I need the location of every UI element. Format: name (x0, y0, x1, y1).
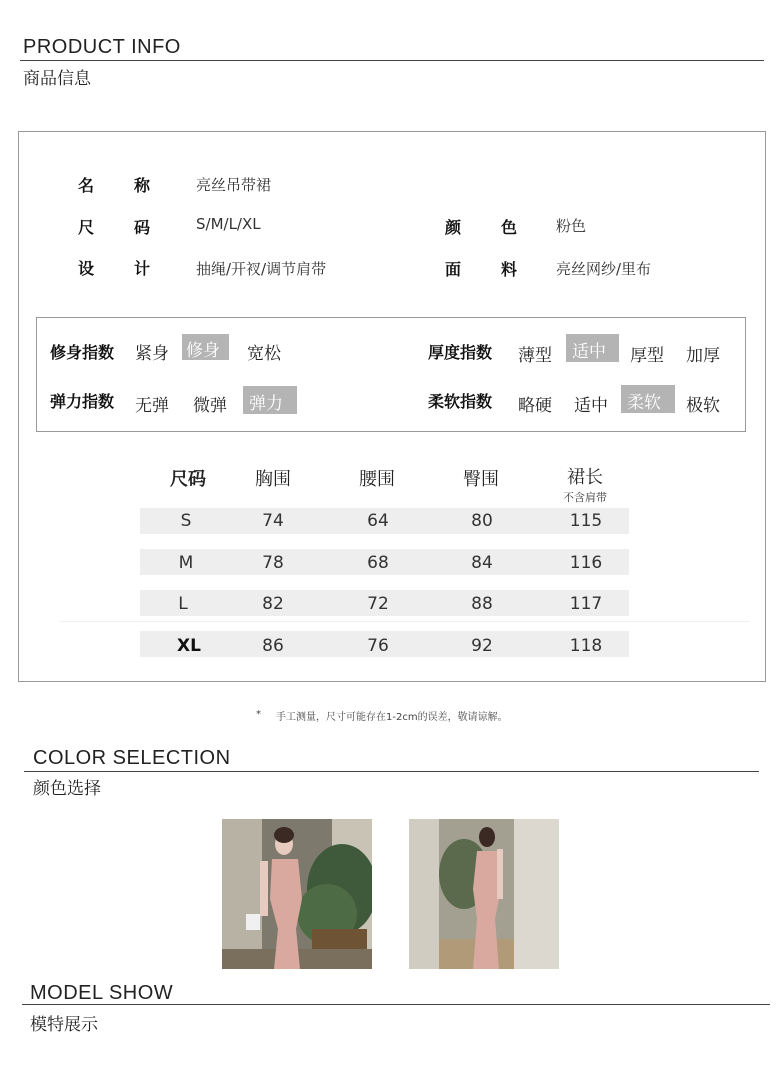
size-header-1: 胸围 (255, 469, 291, 490)
name-value: 亮丝吊带裙 (196, 176, 272, 194)
hip-cell: 92 (471, 636, 493, 656)
note-star: * (256, 709, 261, 720)
length-cell: 115 (569, 511, 603, 531)
length-cell: 116 (569, 553, 603, 573)
fit-option-0: 紧身 (135, 344, 169, 364)
measurement-note: 手工测量，尺寸可能存在1-2cm的误差，敬请谅解。 (276, 712, 508, 723)
chest-cell: 82 (262, 594, 284, 614)
photo-front-illustration (222, 819, 372, 969)
color-label-2: 色 (501, 218, 518, 237)
hip-cell: 84 (471, 553, 493, 573)
color-value: 粉色 (556, 217, 587, 235)
divider (22, 1004, 770, 1005)
section-title-cn: 商品信息 (23, 69, 91, 89)
model-section-title-cn: 模特展示 (30, 1015, 98, 1035)
size-label-1: 尺 (78, 218, 95, 237)
name-label-1: 名 (78, 176, 95, 195)
thickness-option-2: 厚型 (630, 346, 664, 366)
waist-cell: 68 (367, 553, 389, 573)
elasticity-option-0: 无弹 (135, 396, 169, 416)
chest-cell: 86 (262, 636, 284, 656)
waist-cell: 76 (367, 636, 389, 656)
elasticity-option-1: 微弹 (193, 396, 227, 416)
size-value: S/M/L/XL (196, 215, 261, 233)
design-label-1: 设 (78, 259, 95, 278)
design-label-2: 计 (134, 259, 151, 278)
color-section-title-en: COLOR SELECTION (33, 747, 231, 769)
color-section-title-cn: 颜色选择 (33, 779, 101, 799)
section-title-en: PRODUCT INFO (23, 36, 181, 58)
length-cell: 118 (569, 636, 603, 656)
thickness-index-label: 厚度指数 (428, 343, 493, 362)
row-divider (60, 621, 750, 622)
softness-option-3: 极软 (686, 396, 720, 416)
size-header-2: 腰围 (359, 469, 395, 490)
photo-back-illustration (409, 819, 559, 969)
chest-cell: 78 (262, 553, 284, 573)
name-label-2: 称 (134, 176, 151, 195)
size-cell: L (178, 594, 188, 614)
size-label-2: 码 (134, 218, 151, 237)
waist-cell: 64 (367, 511, 389, 531)
fit-option-2: 宽松 (247, 344, 281, 364)
divider (24, 771, 759, 772)
chest-cell: 74 (262, 511, 284, 531)
elasticity-option-2: 弹力 (243, 386, 297, 414)
fabric-label-1: 面 (445, 260, 462, 279)
size-header-4: 裙长 (567, 467, 603, 488)
softness-option-1: 适中 (574, 396, 608, 416)
fit-option-1: 修身 (182, 334, 229, 360)
softness-index-label: 柔软指数 (428, 392, 493, 411)
model-section-title-en: MODEL SHOW (30, 982, 174, 1004)
softness-option-0: 略硬 (518, 396, 552, 416)
hip-cell: 88 (471, 594, 493, 614)
size-header-0: 尺码 (170, 469, 206, 490)
length-cell: 117 (569, 594, 603, 614)
divider (20, 60, 764, 61)
hip-cell: 80 (471, 511, 493, 531)
thickness-option-1: 适中 (566, 334, 619, 362)
fabric-value: 亮丝网纱/里布 (556, 260, 652, 278)
size-header-3: 臀围 (463, 469, 499, 490)
thickness-option-0: 薄型 (518, 346, 552, 366)
size-cell: XL (177, 636, 201, 656)
softness-option-2: 柔软 (621, 385, 675, 413)
size-cell: M (178, 553, 194, 573)
fit-index-label: 修身指数 (50, 343, 115, 362)
size-cell: S (180, 511, 192, 531)
color-label-1: 颜 (445, 218, 462, 237)
elasticity-index-label: 弹力指数 (50, 392, 115, 411)
waist-cell: 72 (367, 594, 389, 614)
design-value: 抽绳/开衩/调节肩带 (196, 260, 327, 278)
fabric-label-2: 料 (501, 260, 518, 279)
thickness-option-3: 加厚 (686, 346, 720, 366)
length-note: 不含肩带 (563, 491, 607, 504)
product-photo-front[interactable] (222, 819, 372, 969)
product-photo-back[interactable] (409, 819, 559, 969)
